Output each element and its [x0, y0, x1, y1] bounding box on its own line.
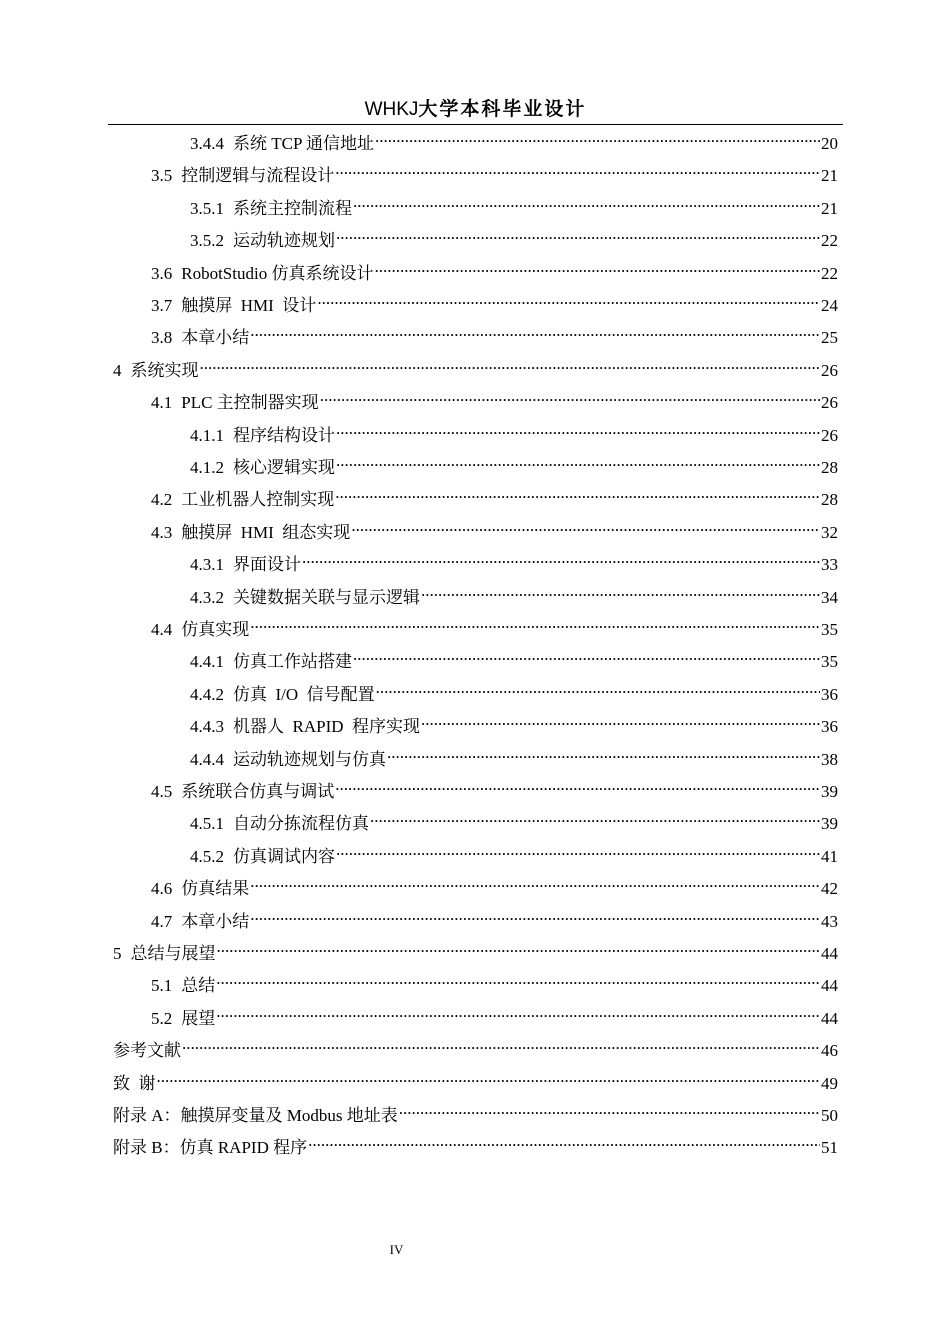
toc-entry-number: 3.4.4	[190, 134, 224, 153]
toc-entry-page: 38	[821, 749, 838, 769]
toc-entry[interactable]	[190, 676, 838, 704]
toc-entry-title: PLC 主控制器实现	[181, 393, 319, 413]
toc-entry-number: 5	[113, 944, 122, 963]
toc-entry[interactable]	[190, 546, 838, 575]
toc-entry[interactable]	[151, 773, 838, 801]
toc-dot-leader	[250, 870, 820, 894]
toc-entry-title: 本章小结	[181, 328, 250, 348]
toc-entry-page: 21	[821, 198, 838, 218]
toc-entry-title: 界面设计	[233, 555, 301, 575]
toc-dot-leader	[200, 352, 821, 376]
toc-entry-title: 触摸屏 HMI 组态实现	[181, 522, 351, 542]
toc-entry[interactable]	[151, 481, 838, 510]
toc-entry-title: 参考文献	[113, 1041, 181, 1061]
toc-entry-number: 4.3.1	[190, 555, 224, 575]
toc-entry-title: 致 谢	[113, 1073, 156, 1093]
toc-entry[interactable]	[190, 449, 838, 477]
toc-dot-leader	[157, 1065, 821, 1089]
toc-entry-page: 44	[821, 944, 838, 963]
toc-dot-leader	[336, 838, 820, 862]
toc-dot-leader	[351, 514, 820, 538]
toc-dot-leader	[353, 643, 820, 667]
toc-dot-leader	[374, 255, 820, 279]
toc-entry[interactable]	[151, 319, 838, 348]
toc-dot-leader	[308, 1129, 820, 1153]
toc-entry-number: 5.2	[151, 1008, 173, 1028]
toc-entry-number: 4.5	[151, 782, 173, 801]
toc-entry-title: 系统联合仿真与调试	[181, 782, 335, 801]
toc-entry-number: 4.1.2	[190, 458, 224, 477]
toc-entry[interactable]	[190, 708, 838, 737]
toc-entry[interactable]	[113, 1129, 838, 1158]
toc-entry-title: 运动轨迹规划	[233, 231, 335, 251]
toc-entry-title: 机器人 RAPID 程序实现	[233, 717, 421, 737]
toc-entry[interactable]	[151, 157, 838, 186]
toc-entry[interactable]	[151, 903, 838, 931]
toc-entry-page: 32	[821, 522, 838, 542]
toc-entry-title: 运动轨迹规划与仿真	[233, 749, 386, 769]
toc-dot-leader	[335, 481, 820, 505]
toc-dot-leader	[336, 222, 820, 246]
toc-entry[interactable]	[190, 579, 838, 607]
toc-entry-title: 总结与展望	[130, 944, 216, 963]
toc-entry-page: 36	[821, 717, 838, 737]
toc-entry-title: 仿真结果	[181, 879, 250, 899]
toc-entry-number: 4.2	[151, 490, 173, 510]
toc-entry[interactable]	[113, 352, 838, 380]
toc-entry-page: 39	[821, 782, 838, 801]
toc-dot-leader	[376, 676, 820, 700]
toc-entry[interactable]	[151, 967, 838, 996]
toc-entry-title: 系统 TCP 通信地址	[233, 134, 375, 153]
toc-entry-number: 3.5.1	[190, 198, 224, 218]
toc-entry[interactable]	[151, 611, 838, 639]
toc-dot-leader	[217, 935, 821, 959]
toc-entry-title: 核心逻辑实现	[233, 458, 335, 477]
toc-entry-title: 展望	[181, 1008, 216, 1028]
toc-entry-number: 4.4.2	[190, 684, 224, 704]
toc-entry[interactable]	[190, 643, 838, 672]
toc-entry-page: 20	[821, 134, 838, 153]
toc-dot-leader	[320, 384, 820, 408]
toc-entry[interactable]	[190, 190, 838, 218]
toc-dot-leader	[399, 1097, 820, 1121]
toc-entry-number: 3.5.2	[190, 231, 224, 251]
toc-entry-number: 4.4.3	[190, 717, 224, 737]
toc-dot-leader	[336, 417, 820, 441]
toc-entry-number: 4.1.1	[190, 425, 224, 445]
toc-entry-number: 4.7	[151, 911, 173, 931]
toc-entry-page: 28	[821, 458, 838, 477]
toc-entry-title: 仿真实现	[181, 620, 250, 639]
toc-dot-leader	[375, 125, 820, 149]
toc-entry-number: 4.6	[151, 879, 173, 899]
toc-dot-leader	[387, 741, 820, 765]
toc-entry-number: 4.1	[151, 393, 173, 413]
toc-entry-page: 44	[821, 976, 838, 996]
toc-entry-page: 50	[821, 1106, 838, 1125]
toc-entry[interactable]	[190, 741, 838, 769]
toc-dot-leader	[353, 190, 820, 214]
toc-entry-title: 触摸屏 HMI 设计	[181, 296, 317, 315]
toc-dot-leader	[182, 1032, 820, 1056]
toc-entry[interactable]	[190, 125, 838, 153]
toc-entry[interactable]	[151, 514, 838, 542]
toc-entry-page: 25	[821, 328, 838, 348]
toc-entry-title: 仿真调试内容	[233, 846, 335, 866]
toc-entry-page: 46	[821, 1041, 838, 1061]
toc-entry-title: 工业机器人控制实现	[181, 490, 335, 510]
toc-dot-leader	[336, 449, 820, 473]
toc-entry-page: 49	[821, 1073, 838, 1093]
toc-entry-title: 总结	[181, 976, 216, 996]
toc-entry-page: 39	[821, 814, 838, 834]
toc-entry-page: 44	[821, 1008, 838, 1028]
toc-entry[interactable]	[113, 935, 838, 963]
toc-dot-leader	[250, 611, 820, 635]
toc-entry-page: 28	[821, 490, 838, 510]
toc-entry-page: 34	[821, 587, 838, 607]
toc-entry-title: 仿真工作站搭建	[233, 652, 352, 672]
toc-entry-title: 附录 B：仿真 RAPID 程序	[113, 1138, 308, 1158]
toc-entry-page: 42	[821, 879, 838, 899]
toc-entry[interactable]	[190, 805, 838, 834]
toc-entry-page: 33	[821, 555, 838, 575]
toc-dot-leader	[421, 708, 820, 732]
toc-entry-number: 3.8	[151, 328, 173, 348]
toc-dot-leader	[302, 546, 820, 570]
toc-entry[interactable]	[151, 255, 838, 283]
toc-entry[interactable]	[151, 384, 838, 413]
header-title: 大学本科毕业设计	[418, 99, 587, 120]
toc-entry-number: 4.4.1	[190, 652, 224, 672]
toc-entry[interactable]	[113, 1097, 838, 1125]
toc-entry-title: 仿真 I/O 信号配置	[233, 684, 375, 704]
toc-entry-page: 41	[821, 846, 838, 866]
toc-entry-title: 本章小结	[181, 911, 250, 931]
toc-entry[interactable]	[151, 1000, 838, 1028]
toc-entry-title: RobotStudio 仿真系统设计	[181, 263, 374, 283]
toc-entry-number: 4.5.1	[190, 814, 224, 834]
toc-entry-number: 4.5.2	[190, 846, 224, 866]
toc-entry[interactable]	[151, 870, 838, 899]
toc-entry-number: 3.6	[151, 263, 173, 283]
toc-entry-number: 4.4	[151, 620, 173, 639]
toc-entry-title: 系统主控制流程	[233, 198, 352, 218]
toc-entry[interactable]	[190, 222, 838, 251]
toc-entry-title: 控制逻辑与流程设计	[181, 166, 335, 186]
toc-entry-number: 4	[113, 360, 122, 380]
toc-entry-title: 关键数据关联与显示逻辑	[233, 587, 420, 607]
toc-entry-number: 4.3.2	[190, 587, 224, 607]
toc-dot-leader	[250, 903, 820, 927]
header-latin: WHKJ	[364, 99, 419, 120]
toc-entry[interactable]	[190, 417, 838, 445]
toc-dot-leader	[250, 319, 820, 343]
toc-entry-page: 26	[821, 425, 838, 445]
toc-dot-leader	[216, 967, 820, 991]
toc-entry-number: 4.4.4	[190, 749, 224, 769]
toc-dot-leader	[421, 579, 820, 603]
toc-entry-page: 35	[821, 652, 838, 672]
toc-entry-number: 5.1	[151, 976, 173, 996]
toc-entry-title: 程序结构设计	[233, 425, 335, 445]
toc-entry-page: 26	[821, 360, 838, 380]
toc-entry-page: 51	[821, 1138, 838, 1158]
toc-entry-title: 附录 A：触摸屏变量及 Modbus 地址表	[113, 1106, 398, 1125]
toc-entry-page: 35	[821, 620, 838, 639]
toc-entry-page: 21	[821, 166, 838, 186]
toc-entry-page: 22	[821, 263, 838, 283]
toc-dot-leader	[335, 773, 820, 797]
toc-dot-leader	[370, 805, 820, 829]
toc-entry-page: 43	[821, 911, 838, 931]
toc-entry[interactable]	[151, 287, 838, 315]
page-header	[108, 96, 843, 125]
toc-entry[interactable]	[113, 1065, 838, 1093]
toc-dot-leader	[216, 1000, 820, 1024]
toc-entry-number: 4.3	[151, 522, 173, 542]
toc-entry-title: 系统实现	[130, 360, 199, 380]
toc-entry[interactable]	[190, 838, 838, 866]
toc-entry-page: 26	[821, 393, 838, 413]
toc-entry-number: 3.5	[151, 166, 173, 186]
toc-entry-page: 22	[821, 231, 838, 251]
toc-dot-leader	[317, 287, 820, 311]
page-number: IV	[389, 1242, 404, 1257]
toc-entry-title: 自动分拣流程仿真	[233, 814, 369, 834]
toc-entry-page: 24	[821, 296, 838, 315]
toc-dot-leader	[335, 157, 820, 181]
toc-entry-page: 36	[821, 684, 838, 704]
toc-entry[interactable]	[113, 1032, 838, 1061]
toc-entry-number: 3.7	[151, 296, 173, 315]
